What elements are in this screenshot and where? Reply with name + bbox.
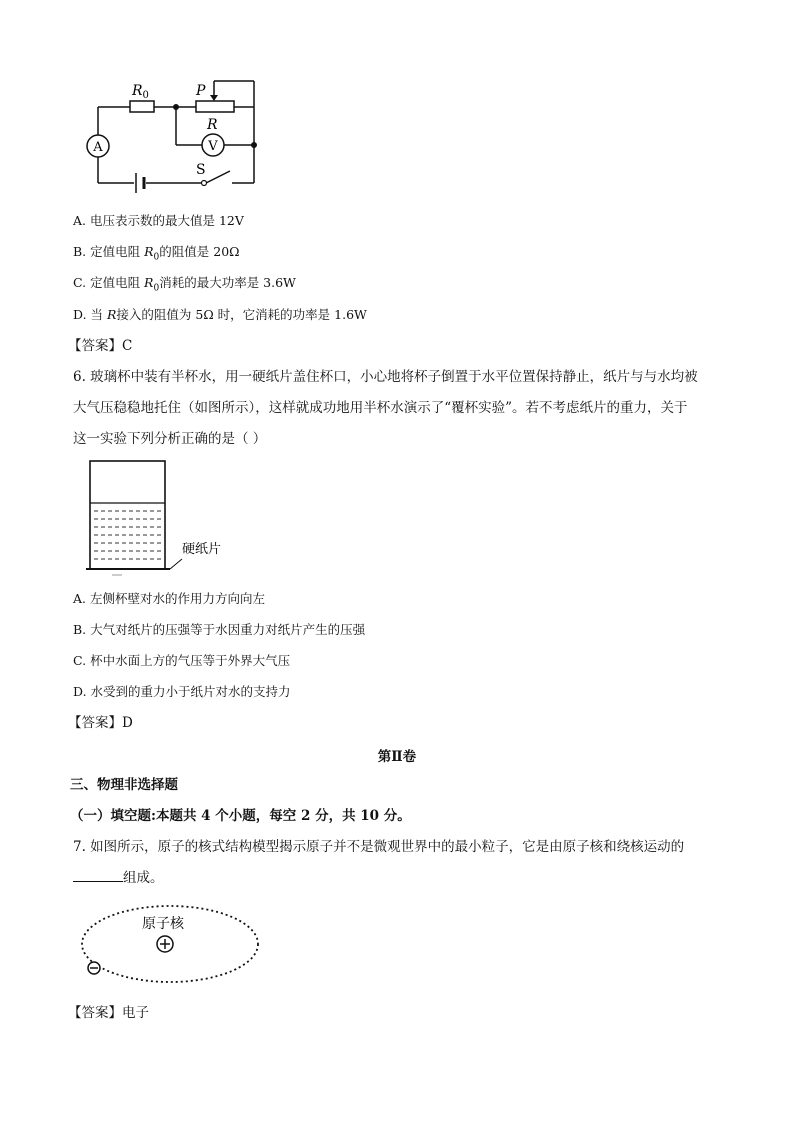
slider-arrow-icon — [210, 95, 218, 101]
q6-answer: 【答案】D — [68, 715, 133, 731]
q5-option-a: A. 电压表示数的最大值是 12V — [73, 213, 244, 228]
glass-cup — [90, 461, 165, 569]
switch-blade — [206, 171, 230, 183]
q6-option-a: A. 左侧杯壁对水的作用力方向向左 — [73, 591, 265, 606]
r0-label: $R_0$ — [132, 83, 149, 101]
q6-stem-line-1: 6. 玻璃杯中装有半杯水，用一硬纸片盖住杯口，小心地将杯子倒置于水平位置保持静止，纸片与与水均被 — [73, 369, 698, 385]
cup-figure — [82, 455, 232, 580]
q5-option-d: D. 当 R接入的阻值为 5Ω 时，它消耗的功率是 1.6W — [73, 307, 367, 322]
q5-option-b: B. 定值电阻 $R_0$的阻值是 20Ω — [73, 244, 240, 263]
r-label: R — [207, 117, 218, 133]
nucleus-label: 原子核 — [142, 916, 184, 932]
atom-figure — [76, 898, 266, 998]
q6-option-d: D. 水受到的重力小于纸片对水的支持力 — [73, 684, 291, 699]
q5-answer: 【答案】C — [68, 338, 133, 354]
q5-option-c: C. 定值电阻 $R_0$消耗的最大功率是 3.6W — [73, 275, 296, 294]
q6-option-b: B. 大气对纸片的压强等于水因重力对纸片产生的压强 — [73, 622, 366, 637]
junction-dot-right — [251, 142, 257, 148]
circuit-diagram — [80, 75, 270, 195]
switch-label: S — [196, 162, 206, 178]
rheostat-r — [196, 101, 234, 112]
q6-option-c: C. 杯中水面上方的气压等于外界大气压 — [73, 653, 291, 668]
q7-answer: 【答案】电子 — [68, 1005, 149, 1021]
q6-stem-line-3: 这一实验下列分析正确的是（ ） — [73, 431, 267, 447]
p-label: P — [196, 83, 206, 99]
voltmeter-label: V — [208, 139, 218, 154]
junction-dot-left — [173, 104, 179, 110]
ammeter-label: A — [93, 140, 103, 155]
subpart-heading: （一）填空题:本题共 4 个小题，每空 2 分，共 10 分。 — [70, 808, 411, 824]
q7-stem-line-2: 组成。 — [73, 869, 164, 887]
volume-title: 第Ⅱ卷 — [377, 749, 417, 765]
part-heading: 三、物理非选择题 — [70, 777, 178, 793]
switch-contact — [202, 181, 207, 186]
q6-stem-line-2: 大气压稳稳地托住（如图所示），这样就成功地用半杯水演示了“覆杯实验”。若不考虑纸片的重力，关于 — [73, 400, 688, 416]
q7-stem-line-1: 7. 如图所示，原子的核式结构模型揭示原子并不是微观世界中的最小粒子，它是由原子核和绕核运动的 — [73, 839, 685, 855]
resistor-r0 — [130, 101, 154, 112]
paper-card-label: 硬纸片 — [182, 542, 222, 557]
answer-blank — [73, 869, 123, 882]
